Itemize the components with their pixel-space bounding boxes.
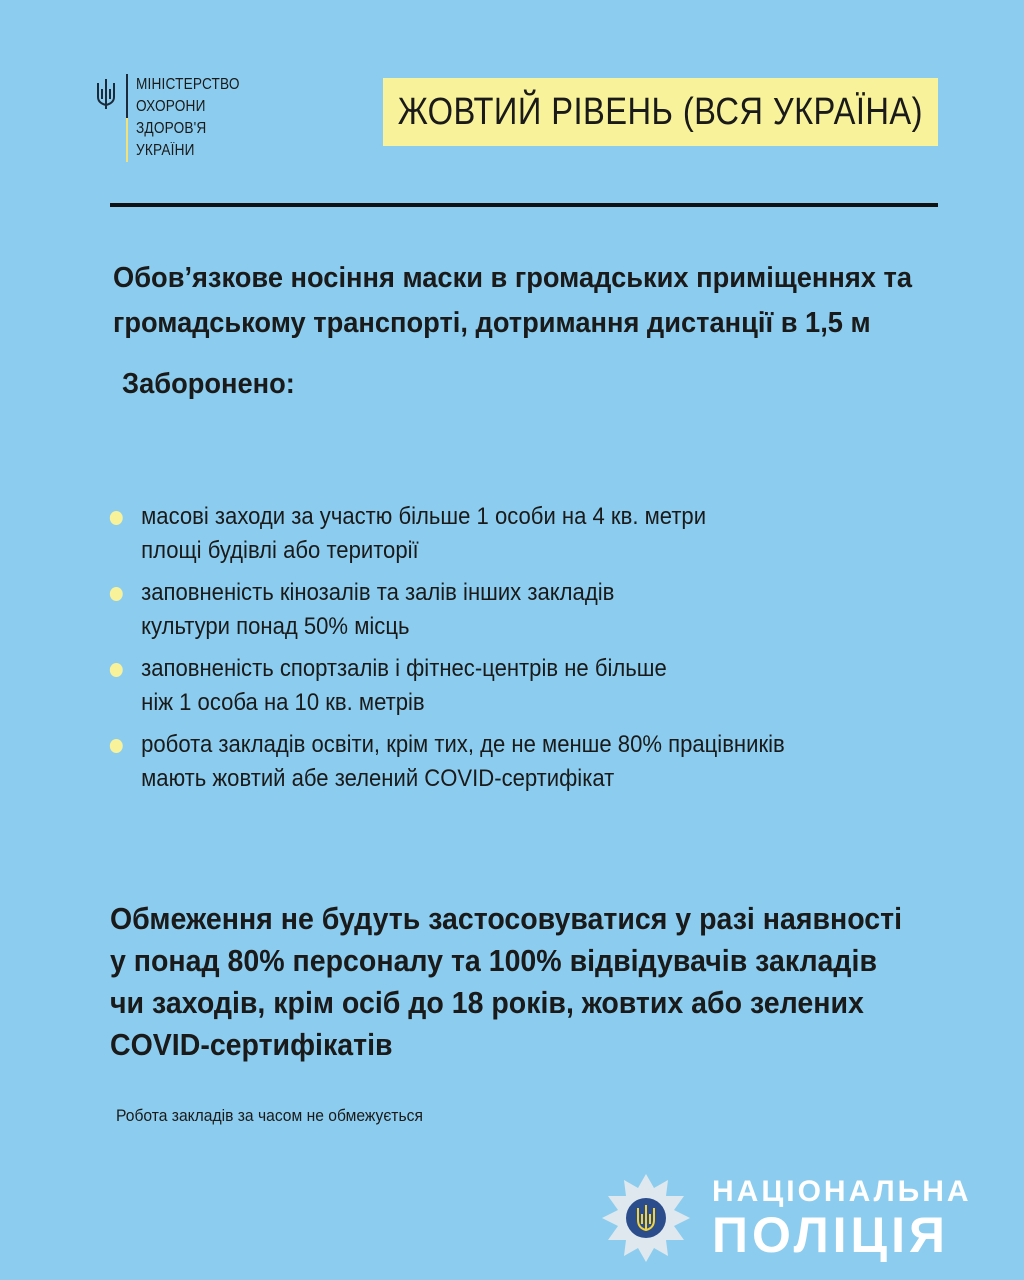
ministry-line: УКРАЇНИ <box>136 142 195 159</box>
lead-line: Обов’язкове носіння маски в громадських приміщеннях та <box>113 262 913 294</box>
ministry-name <box>126 74 254 162</box>
police-name-line2: ПОЛІЦІЯ <box>712 1207 949 1263</box>
divider <box>110 203 938 207</box>
exemption-note <box>110 898 938 1066</box>
ministry-line: МІНІСТЕРСТВО <box>136 76 240 93</box>
list-item-line: робота закладів освіти, крім тих, де не менше 80% працівників <box>141 731 785 758</box>
level-badge-text: ЖОВТИЙ РІВЕНЬ (ВСЯ УКРАЇНА) <box>397 90 924 133</box>
list-item-line: масові заходи за участю більше 1 особи на 4 кв. метри <box>141 503 707 530</box>
exemption-line: Обмеження не будуть застосовуватися у разі наявності <box>110 901 903 936</box>
lead-line: громадському транспорті, дотримання дистанції в 1,5 м <box>113 307 871 339</box>
police-logo <box>600 1172 972 1264</box>
list-item-line: культури понад 50% місць <box>141 613 410 640</box>
list-item-line: мають жовтий абе зелений COVID-сертифікат <box>141 765 615 792</box>
list-item <box>108 728 899 796</box>
list-item-line: площі будівлі або території <box>141 537 419 564</box>
lead-text <box>113 256 959 346</box>
bullet-dot-icon <box>110 663 123 677</box>
forbidden-list <box>108 500 968 804</box>
hours-note: Робота закладів за часом не обмежується <box>116 1106 423 1125</box>
list-item <box>108 576 899 644</box>
exemption-line: у понад 80% персоналу та 100% відвідувачів закладів <box>110 943 877 978</box>
list-item-line: заповненість кінозалів та залів інших закладів <box>141 579 615 606</box>
police-name <box>712 1175 972 1261</box>
ministry-line: ЗДОРОВ'Я <box>136 120 207 137</box>
level-badge <box>383 78 938 146</box>
list-item <box>108 652 899 720</box>
list-item-line: ніж 1 особа на 10 кв. метрів <box>141 689 425 716</box>
police-star-emblem-icon <box>600 1172 692 1264</box>
exemption-line: COVID-сертифікатів <box>110 1027 393 1062</box>
forbidden-title: Заборонено: <box>122 368 295 400</box>
police-name-line1: НАЦІОНАЛЬНА <box>712 1175 972 1208</box>
ministry-line: ОХОРОНИ <box>136 98 206 115</box>
bullet-dot-icon <box>110 511 123 525</box>
list-item <box>108 500 899 568</box>
bullet-dot-icon <box>110 739 123 753</box>
ministry-logo <box>94 74 254 162</box>
bullet-dot-icon <box>110 587 123 601</box>
list-item-line: заповненість спортзалів і фітнес-центрів не більше <box>141 655 667 682</box>
trident-icon <box>94 77 118 111</box>
exemption-line: чи заходів, крім осіб до 18 років, жовтих або зелених <box>110 985 864 1020</box>
